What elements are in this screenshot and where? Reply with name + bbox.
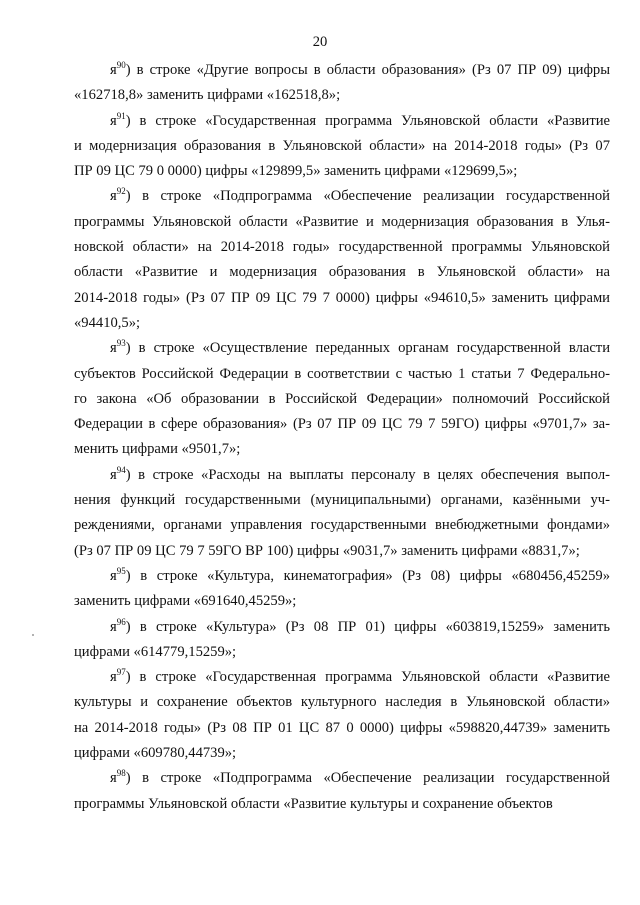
amendment-item [74,615,610,666]
line-text: (Рз 07 ПР 09 ЦС 79 7 59ГО ВР 100) цифры «9031,7» заменить цифрами «8831,7»; [74,542,580,559]
text-line [74,336,610,361]
line-text: программы Ульяновской области «Развитие культуры и сохранение объектов [74,795,553,812]
text-line [74,640,610,665]
text-line [74,83,610,108]
text-line [74,513,610,538]
amendment-item [74,58,610,109]
amendment-item [74,336,610,462]
amendment-item [74,564,610,615]
line-text: цифрами «609780,44739»; [74,745,237,762]
line-text: ) в строке «Государственная программа Ульяновской области «Развитие [125,112,610,129]
text-line [74,564,610,589]
line-text: области «Развитие и модернизация образования в Ульяновской области» на [74,264,610,281]
line-text: менить цифрами «9501,7»; [74,441,241,458]
text-line [74,109,610,134]
item-marker [110,62,126,78]
text-line [74,463,610,488]
item-marker [110,616,126,635]
line-text: ) в строке «Подпрограмма «Обеспечение реализации государственной [125,188,610,205]
text-line [74,362,610,387]
text-line [74,690,610,715]
line-text: ) в строке «Осуществление переданных органам государственной власти [125,340,610,357]
item-letter: я [110,112,117,129]
text-line [74,539,610,564]
line-text: ) в строке «Подпрограмма «Обеспечение реализации государственной [125,770,610,787]
item-letter: я [110,669,117,686]
page-number: 20 [312,34,328,50]
line-text: субъектов Российской Федерации в соответствии с частью 1 статьи 7 Федерально- [74,365,610,382]
line-text: Федерации в сфере образования» (Рз 07 ПР 09 ЦС 79 7 59ГО) цифры «9701,7» за- [74,416,610,433]
item-letter: я [110,770,117,787]
line-text: реждениями, органами управления государственными внебюджетными фондами» [74,517,610,534]
text-line [74,235,610,260]
text-line [74,159,610,184]
text-line [74,488,610,513]
line-text: нения функций государственными (муниципальными) органами, казёнными уч- [74,492,610,509]
item-marker [110,188,126,204]
text-line [74,766,610,791]
item-marker [110,464,126,483]
item-marker [110,669,126,685]
item-number: 91 [116,110,126,121]
line-text: 2014-2018 годы» (Рз 07 ПР 09 ЦС 79 7 0000) цифры «94610,5» заменить цифрами [74,289,610,306]
line-text: «162718,8» заменить цифрами «162518,8»; [74,87,341,104]
item-letter: я [110,340,117,357]
amendment-item [74,184,610,336]
item-letter: я [110,618,117,635]
text-line [74,58,610,83]
line-text: го закона «Об образовании в Российской Федерации» полномочий Российской [74,390,610,407]
text-line [74,184,610,209]
item-letter: я [110,567,117,584]
item-number: 98 [116,768,126,779]
line-text: заменить цифрами «691640,45259»; [74,593,297,610]
item-number: 93 [116,338,126,349]
item-marker [110,110,126,129]
line-text: новской области» на 2014-2018 годы» государственной программы Ульяновской [74,239,610,256]
line-text: цифрами «614779,15259»; [74,643,237,660]
text-line [74,716,610,741]
line-text: ) в строке «Расходы на выплаты персоналу в целях обеспечения выпол- [125,466,610,483]
line-text: «94410,5»; [74,314,141,331]
text-line [74,311,610,336]
scan-speck [32,634,34,636]
item-letter: я [110,188,117,205]
line-text: ) в строке «Культура» (Рз 08 ПР 01) цифры «603819,15259» заменить [125,618,610,635]
text-line [74,134,610,159]
line-text: на 2014-2018 годы» (Рз 08 ПР 01 ЦС 87 0 0000) цифры «598820,44739» заменить [74,719,610,736]
line-text: ) в строке «Другие вопросы в области образования» (Рз 07 ПР 09) цифры [125,62,610,78]
item-marker [110,770,126,786]
item-number: 92 [116,186,126,197]
amendment-item [74,109,610,185]
item-number: 97 [116,667,126,678]
line-text: ) в строке «Культура, кинематография» (Рз 08) цифры «680456,45259» [125,567,610,584]
text-line [74,437,610,462]
line-text: ) в строке «Государственная программа Ульяновской области «Развитие [125,669,610,686]
line-text: культуры и сохранение объектов культурного наследия в Ульяновской области» [74,694,610,711]
text-line [74,412,610,437]
text-line [74,589,610,614]
line-text: и модернизация образования в Ульяновской области» на 2014-2018 годы» (Рз 07 [74,137,610,154]
item-letter: я [110,62,117,78]
line-text: ПР 09 ЦС 79 0 0000) цифры «129899,5» заменить цифрами «129699,5»; [74,163,518,180]
text-line [74,260,610,285]
item-marker [110,565,126,584]
line-text: программы Ульяновской области «Развитие и модернизация образования в Улья- [74,213,610,230]
amendment-item [74,665,610,766]
text-line [74,387,610,412]
item-letter: я [110,466,117,483]
text-line [74,615,610,640]
item-number: 90 [116,60,126,70]
document-body [74,58,610,817]
text-line [74,286,610,311]
amendment-item [74,463,610,564]
text-line [74,210,610,235]
text-line [74,741,610,766]
text-line [74,665,610,690]
item-number: 96 [116,616,126,627]
item-number: 94 [116,464,126,475]
item-marker [110,340,126,356]
text-line [74,792,610,817]
item-number: 95 [116,565,126,576]
amendment-item [74,766,610,817]
